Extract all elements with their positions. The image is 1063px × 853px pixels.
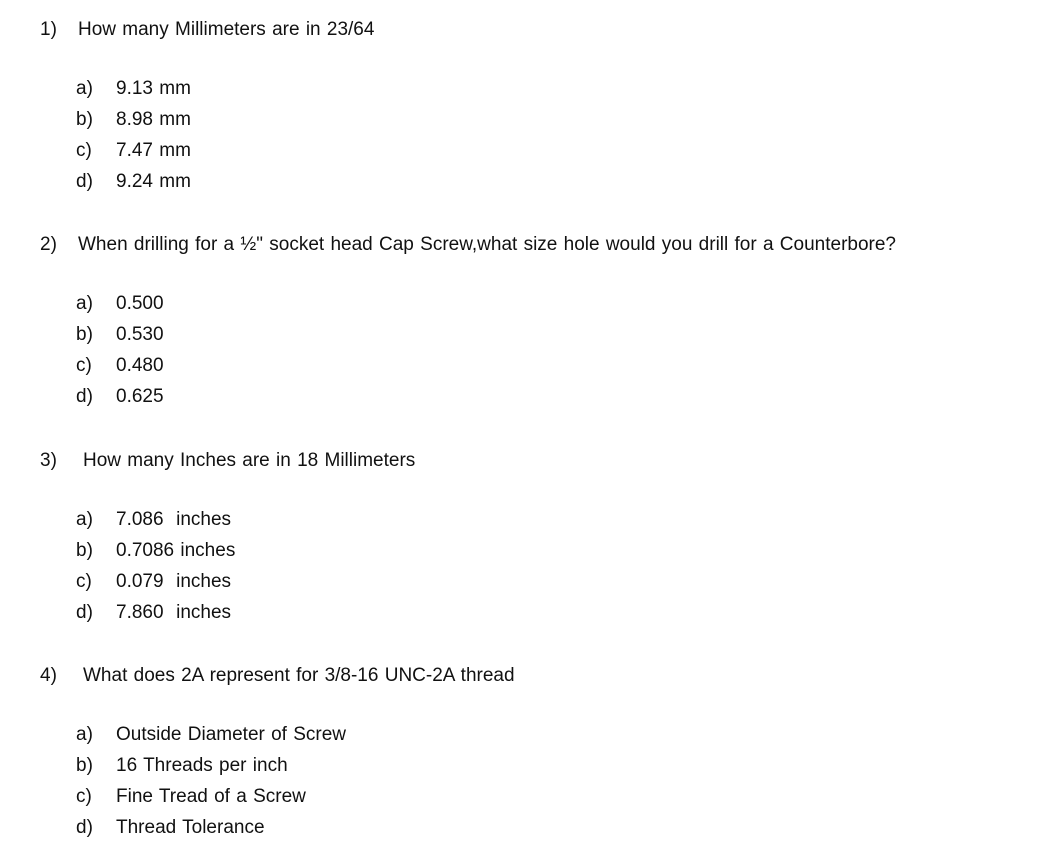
option-text: 0.500 xyxy=(116,293,164,314)
option-letter: b) xyxy=(76,109,93,130)
question-1 xyxy=(0,19,1063,202)
option-letter: d) xyxy=(76,602,93,623)
option-text: 7.086 inches xyxy=(116,509,232,530)
question-text: When drilling for a ½" socket head Cap Screw,what size hole would you drill for a Counterbore? xyxy=(78,234,896,255)
question-2 xyxy=(0,234,1063,417)
option-letter: d) xyxy=(76,386,93,407)
option-letter: a) xyxy=(76,724,93,745)
answer-option-a xyxy=(0,78,1063,109)
option-text: 0.480 xyxy=(116,355,164,376)
option-text: 9.24 mm xyxy=(116,171,191,192)
question-number: 4) xyxy=(40,665,57,686)
option-letter: a) xyxy=(76,509,93,530)
option-text: 7.860 inches xyxy=(116,602,232,623)
question-text: How many Inches are in 18 Millimeters xyxy=(83,450,416,471)
answer-option-b xyxy=(0,755,1063,786)
question-text: What does 2A represent for 3/8-16 UNC-2A thread xyxy=(83,665,515,686)
answer-option-b xyxy=(0,109,1063,140)
option-letter: c) xyxy=(76,571,92,592)
answer-option-c xyxy=(0,140,1063,171)
option-text: 0.530 xyxy=(116,324,164,345)
option-letter: a) xyxy=(76,78,93,99)
answer-options xyxy=(0,509,1063,633)
question-number: 2) xyxy=(40,234,57,255)
option-text: Thread Tolerance xyxy=(116,817,265,838)
answer-options xyxy=(0,293,1063,417)
answer-option-d xyxy=(0,171,1063,202)
question-header xyxy=(0,450,1063,478)
option-letter: c) xyxy=(76,786,92,807)
option-text: 9.13 mm xyxy=(116,78,191,99)
question-number: 3) xyxy=(40,450,57,471)
question-4 xyxy=(0,665,1063,848)
option-letter: b) xyxy=(76,540,93,561)
option-letter: a) xyxy=(76,293,93,314)
option-text: 7.47 mm xyxy=(116,140,191,161)
option-letter: d) xyxy=(76,817,93,838)
option-text: 0.079 inches xyxy=(116,571,232,592)
answer-option-b xyxy=(0,324,1063,355)
question-3 xyxy=(0,450,1063,633)
option-letter: b) xyxy=(76,324,93,345)
answer-option-a xyxy=(0,724,1063,755)
option-text: Fine Tread of a Screw xyxy=(116,786,306,807)
option-letter: c) xyxy=(76,140,92,161)
answer-option-a xyxy=(0,293,1063,324)
question-header xyxy=(0,665,1063,693)
answer-option-d xyxy=(0,386,1063,417)
question-text: How many Millimeters are in 23/64 xyxy=(78,19,375,40)
answer-option-d xyxy=(0,817,1063,848)
question-header xyxy=(0,19,1063,47)
option-text: 8.98 mm xyxy=(116,109,191,130)
answer-option-b xyxy=(0,540,1063,571)
answer-option-c xyxy=(0,786,1063,817)
option-letter: c) xyxy=(76,355,92,376)
option-text: 0.7086 inches xyxy=(116,540,236,561)
option-text: 0.625 xyxy=(116,386,164,407)
option-text: 16 Threads per inch xyxy=(116,755,288,776)
answer-option-c xyxy=(0,355,1063,386)
option-text: Outside Diameter of Screw xyxy=(116,724,347,745)
answer-options xyxy=(0,78,1063,202)
option-letter: b) xyxy=(76,755,93,776)
option-letter: d) xyxy=(76,171,93,192)
question-number: 1) xyxy=(40,19,57,40)
answer-option-c xyxy=(0,571,1063,602)
answer-option-d xyxy=(0,602,1063,633)
answer-option-a xyxy=(0,509,1063,540)
answer-options xyxy=(0,724,1063,848)
question-header xyxy=(0,234,1063,262)
